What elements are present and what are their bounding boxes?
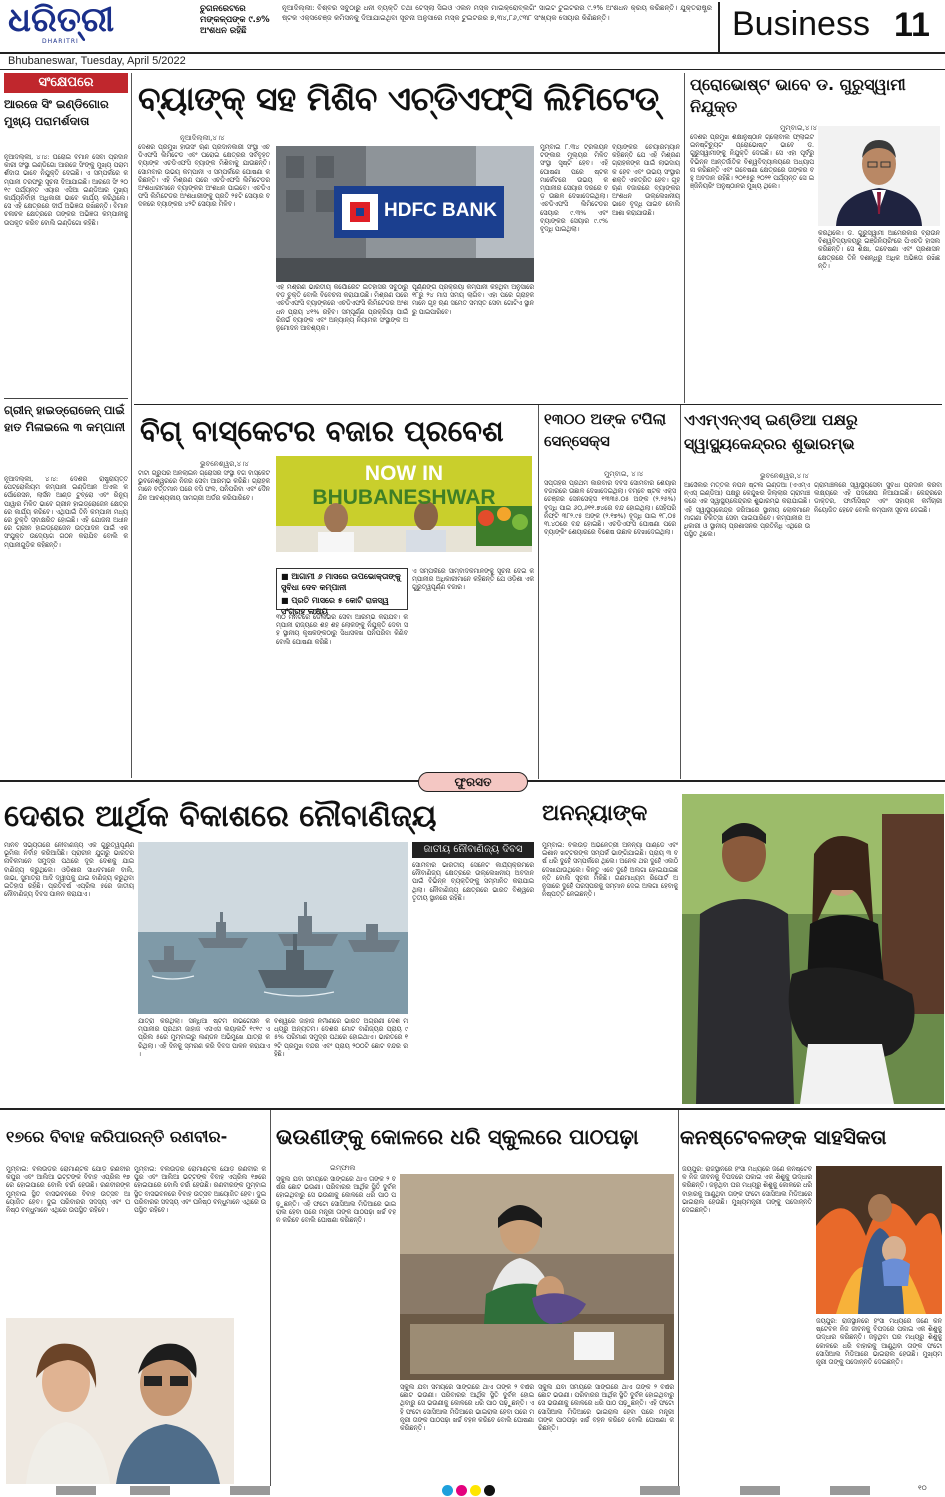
registration-bar-3	[230, 1486, 270, 1495]
registration-dot-cyan	[442, 1485, 453, 1496]
bigbasket-launch-photo	[276, 456, 532, 566]
ticker-body: ନୂଆଦିଲ୍ଲୀ: ବିଶ୍ବର ସବୁଠାରୁ ଧନୀ ବ୍ୟକ୍ତି ତଥା ଟେସ୍ଲା ସିଇଓ ଏଲନ ମସ୍କ ମାଇକ୍ରୋବ୍ଲଗିଂ ସାଇଟ ଟୁଇଟରର ୯.୨% ଅଂଶଧନ କ୍ରୟ କରିଛନ୍ତି। ଯୁକ୍ତରାଷ୍ଟ୍ର ଷ୍ଟକ ଏକ୍ସଚେଞ୍ଜ କମିସନକୁ ଦିଆଯାଇଥିବା ସୂଚନା ଅନୁସାରେ ମସ୍କ ଟୁଇଟରର ୭,୩୪,୮୬,୯୩୮ ସଂଖ୍ୟକ ସେୟାର କିଣିଛନ୍ତି।	[282, 4, 712, 22]
bigbasket-col2: ୩୦ ମିନିଟରେ ଡେଲିଭରି ସେବା ଆରମ୍ଭ କରାଯିବ। କମ୍ପାନୀ ରାଜ୍ୟରେ ଶହ ଶହ ଲୋକଙ୍କୁ ନିଯୁକ୍ତି ଦେବା ସହ ସ୍ଥାନୀୟ କୃଷକଙ୍କଠାରୁ ସିଧାସଳଖ ପନିପରିବା କିଣିବ ବୋଲି ଘୋଷଣା କରିଛି।	[276, 614, 408, 646]
sidebar-column-rule	[131, 73, 132, 778]
bigbasket-col1: ଟାଟା ଗ୍ରୁପର ଅନଲାଇନ ଗ୍ରୋସରି ସଂସ୍ଥା ବିଗ ବାସ୍କେଟ ଭୁବନେଶ୍ୱରରେ ନିଜର ସେବା ଆରମ୍ଭ କରିଛି। ଗ୍ରାହକମାନେ ବର୍ତ୍ତମାନ ଘରେ ବସି ଫଳ, ପନିପରିବା ଏବଂ ଦୈନନ୍ଦିନ ଆବଶ୍ୟକୀୟ ସାମଗ୍ରୀ ଅର୍ଡର କରିପାରିବେ।	[138, 470, 270, 502]
sidebar-story1-headline: ଆରଜେ ସିଂ ଇଣ୍ଡିଗୋର ମୁଖ୍ୟ ପରାମର୍ଶଦାତା	[4, 97, 109, 128]
section-label: Business	[732, 5, 870, 43]
provost-column-rule	[684, 73, 685, 403]
ananya-photo	[682, 794, 944, 1104]
school-body-col3: ସ୍କୁଲ ଯିବା ସମୟରେ ସାଙ୍ଗରେ ଥାଏ ତାଙ୍କ ୨ ବର୍ଷର ଛୋଟ ଭଉଣୀ। ପରିବାରର ଆର୍ଥିକ ସ୍ଥିତି ଦୁର୍ବଳ ହୋଇଥିବାରୁ ସେ ଭଉଣୀକୁ କୋଳରେ ଧରି ପାଠ ପଢ଼ୁଛନ୍ତି। ଏହି ଫଟୋ ସୋସିଆଲ ମିଡିଆରେ ଭାଇରାଲ ହେବା ପରେ ମନ୍ତ୍ରୀ ତାଙ୍କ ପାଠପଢ଼ା ଖର୍ଚ୍ଚ ବହନ କରିବେ ବୋଲି ଘୋଷଣା କରିଛନ୍ତି।	[538, 1384, 674, 1433]
lead-photo-caption: ପୂର୍ଣ୍ଣଙ୍ଗ ପ୍ରକ୍ରିୟା କମ୍ପାନୀ କହିଥିବା ଅନୁସାରେ ୧୮ରୁ ୨୪ ମାସ ସମୟ ଲାଗିବ। ଏହା ପରେ ଗ୍ରାହକମାନେ ଗୃହ ଋଣ ସମେତ ସମସ୍ତ ସେବା ଗୋଟିଏ ସ୍ଥାନରୁ ପାଇପାରିବେ।	[412, 284, 534, 316]
issue-date: Bhubaneswar, Tuesday, April 5/2022	[8, 55, 186, 67]
amns-column-rule	[680, 405, 681, 779]
couple-illustration	[682, 794, 944, 1104]
constable-body-col2: ଜୟପୁର: ରାଜସ୍ଥାନରେ ହିଂସା ମଧ୍ୟରେ ଜଣେ କନଷ୍ଟେବଳ ନିଜ ଜୀବନକୁ ବିପଦରେ ପକାଇ ଏକ ଶିଶୁକୁ ଉଦ୍ଧାର କରିଛନ୍ତି। ଜଳୁଥିବା ଘର ମଧ୍ୟରୁ ଶିଶୁକୁ କୋଳରେ ଧରି ବାହାରକୁ ଆଣୁଥିବା ତାଙ୍କ ଫଟୋ ସୋସିଆଲ ମିଡିଆରେ ଭାଇରାଲ ହେଉଛି। ମୁଖ୍ୟମନ୍ତ୍ରୀ ତାଙ୍କୁ ପଦୋନ୍ନତି ଦେଇଛନ୍ତି।	[816, 1318, 942, 1367]
date-bar	[0, 52, 945, 70]
ananya-headline: ଅନନ୍ୟାଙ୍କ	[542, 801, 648, 826]
registration-bar-5	[740, 1486, 780, 1495]
amns-col2: ଗ୍ରାମାଞ୍ଚଳରେ ସ୍ୱାସ୍ଥ୍ୟସେବା ସୁବିଧା ପ୍ରଦାନ କରିବା ଲକ୍ଷ୍ୟରେ ଏହି ପଦକ୍ଷେପ ନିଆଯାଇଛି। କେନ୍ଦ୍ରରେ ଡାକ୍ତର, ଫାର୍ମାସିଷ୍ଟ ଏବଂ ସହାୟକ କର୍ମଚାରୀ ନିୟୋଜିତ ହେବେ ବୋଲି କମ୍ପାନୀ ସୂଚନା ଦେଇଛି।	[814, 482, 942, 514]
naval-fleet-illustration	[138, 842, 408, 1014]
lead-headline: ବ୍ୟାଙ୍କ୍ ସହ ମିଶିବ ଏଚ୍‌ଡିଏଫ୍‌ସି ଲିମିଟେଡ୍	[138, 79, 659, 118]
constable-photo	[816, 1166, 942, 1314]
registration-bar-6	[830, 1486, 870, 1495]
wedding-photo	[6, 1318, 234, 1484]
constable-headline: କନଷ୍ଟେବଳଙ୍କ ସାହସିକତା	[680, 1125, 887, 1149]
girl-with-sister-illustration	[400, 1174, 674, 1380]
registration-bar-1	[56, 1486, 96, 1495]
registration-dot-black	[484, 1485, 495, 1496]
navy-headline: ଦେଶର ଆର୍ଥିକ ବିକାଶରେ ନୌବାଣିଜ୍ୟ	[4, 799, 437, 834]
constable-rescue-illustration	[816, 1166, 942, 1314]
sensex-column-rule	[538, 405, 539, 779]
fursat-band-label: ଫୁରସତ	[418, 772, 528, 792]
wedding-headline: ୧୭ରେ ବିବାହ କରିପାରନ୍ତି ରଣବୀର-	[6, 1127, 228, 1146]
constable-column-rule	[678, 1110, 679, 1486]
bigbasket-highlights-box	[276, 568, 408, 616]
school-photo	[400, 1174, 674, 1380]
navy-col4: ସୋମବାର ଭାରତୀୟ ସେନେଟ କାର୍ଯ୍ୟକ୍ରମରେ ନୌବାଣିଜ୍ୟ କ୍ଷେତ୍ରରେ ଉଲ୍ଲେଖନୀୟ ଅବଦାନ ପାଇଁ ବିଭିନ୍ନ ବ୍ୟକ୍ତିଙ୍କୁ ସମ୍ମାନିତ କରାଯାଇଥିଲା। ନୌବାଣିଜ୍ୟ କ୍ଷେତ୍ରରେ ଭାରତ ବିଶ୍ୱରେ ତୃତୀୟ ସ୍ଥାନରେ ରହିଛି।	[412, 862, 534, 902]
ranbir-alia-illustration	[6, 1318, 234, 1484]
school-dateline: ଇମ୍ଫାଲ	[330, 1164, 356, 1172]
provost-dateline: ମୁମ୍ବାଇ,୪।୪	[780, 124, 818, 132]
amns-headline: ଏଏମ୍‌ଏନ୍‌ଏସ୍ ଇଣ୍ଡିଆ ପକ୍ଷରୁ ସ୍ୱାସ୍ଥ୍ୟକେନ୍ଦ୍ରର ଶୁଭାରମ୍ଭ	[684, 411, 858, 453]
registration-dot-yellow	[470, 1485, 481, 1496]
registration-bar-2	[130, 1486, 170, 1495]
navy-col1: ମାନବ ସଭ୍ୟତାରେ ନୌବାଣିଜ୍ୟ ଏକ ଗୁରୁତ୍ୱପୂର୍ଣ୍ଣ ଭୂମିକା ନିର୍ବାହ କରିଆସିଛି। ପ୍ରାଚୀନ ଯୁଗରୁ ଭାରତର ନାବିକମାନେ ସମୁଦ୍ର ପଥରେ ଦୂର ଦେଶକୁ ଯାଇ ବାଣିଜ୍ୟ କରୁଥିଲେ। ଓଡ଼ିଶାର ସାଧବମାନେ ବାଲି, ଜାଭା, ସୁମାତ୍ରା ଆଦି ଦ୍ୱୀପକୁ ଯାଇ ବାଣିଜ୍ୟ କରୁଥିବା ଇତିହାସ ରହିଛି। ପ୍ରତିବର୍ଷ ଏପ୍ରିଲ ୫ରେ ଜାତୀୟ ନୌବାଣିଜ୍ୟ ଦିବସ ପାଳନ କରାଯାଏ।	[4, 842, 134, 899]
navy-ships-photo	[138, 842, 408, 1014]
bigbasket-col3: ଏ ସମ୍ପର୍କରେ ସାମ୍ବାଦିକମାନଙ୍କୁ ସୂଚନା ଦେଇ କମ୍ପାନୀର ଅଧିକାରୀମାନେ କହିଛନ୍ତି ଯେ ଓଡ଼ିଶା ଏକ ଗୁରୁତ୍ୱପୂର୍ଣ୍ଣ ବଜାର।	[412, 568, 534, 592]
hdfc-bank-photo	[276, 146, 534, 282]
newspaper-logo: ଧରିତ୍ରୀ	[8, 0, 115, 40]
registration-dot-magenta	[456, 1485, 467, 1496]
lead-col4: ବ୍ୟାଙ୍କର ଚେୟାରମ୍ୟାନ କହିଛନ୍ତି ଯେ ଏହି ମିଶ୍ରଣ ଗ୍ରାହକଙ୍କ ପାଇଁ ଲାଭଦାୟକ ହେବ ଏବଂ ଉଭୟ ସଂସ୍ଥାର ଶକ୍ତି ଏକତ୍ରିତ ହେବ। ଗୃହ ଋଣ ବଜାରରେ ବ୍ୟାଙ୍କର ଅଂଶଧନ ଉଲ୍ଲେଖନୀୟ ଭାବେ ବୃଦ୍ଧି ପାଇବ ବୋଲି ଆଶା କରାଯାଉଛି।	[612, 144, 680, 217]
registration-bar-4	[640, 1486, 680, 1495]
footer-page-mark: ୧୦	[918, 1484, 927, 1492]
ticker-headline: ଚୁଗନରେଟରେ ମଙ୍କଳ୍ପଙ୍କ ୯.୭% ଅଂଶଧନ ରହିଛି	[200, 4, 270, 36]
lead-col1: ଦେଶର ପ୍ରମୁଖ ହାଉସିଂ ଋଣ ପ୍ରଦାନକାରୀ ସଂସ୍ଥା ଏଚଡିଏଫସି ଲିମିଟେଡ ଏବଂ ଘରୋଇ କ୍ଷେତ୍ରର ସର୍ବବୃହତ ବ୍ୟାଙ୍କ ଏଚଡିଏଫସି ବ୍ୟାଙ୍କ ମିଶିବାକୁ ଯାଉଛନ୍ତି। ସୋମବାର ଉଭୟ କମ୍ପାନୀ ଏ ସମ୍ପର୍କରେ ଘୋଷଣା କରିଛନ୍ତି। ଏହି ମିଶ୍ରଣ ପରେ ଏଚଡିଏଫସି ଲିମିଟେଡର ଅଂଶଧାରୀମାନେ ବ୍ୟାଙ୍କର ଅଂଶଧନ ପାଇବେ। ଏଚଡିଏଫସି ଲିମିଟେଡର ଅଂଶଧାରୀଙ୍କୁ ପ୍ରତି ୨୫ଟି ସେୟାର ବଦଳରେ ବ୍ୟାଙ୍କର ୪୨ଟି ସେୟାର ମିଳିବ।	[138, 144, 270, 209]
school-body-col2: ସ୍କୁଲ ଯିବା ସମୟରେ ସାଙ୍ଗରେ ଥାଏ ତାଙ୍କ ୨ ବର୍ଷର ଛୋଟ ଭଉଣୀ। ପରିବାରର ଆର୍ଥିକ ସ୍ଥିତି ଦୁର୍ବଳ ହୋଇଥିବାରୁ ସେ ଭଉଣୀକୁ କୋଳରେ ଧରି ପାଠ ପଢ଼ୁଛନ୍ତି। ଏହି ଫଟୋ ସୋସିଆଲ ମିଡିଆରେ ଭାଇରାଲ ହେବା ପରେ ମନ୍ତ୍ରୀ ତାଙ୍କ ପାଠପଢ଼ା ଖର୍ଚ୍ଚ ବହନ କରିବେ ବୋଲି ଘୋଷଣା କରିଛନ୍ତି।	[400, 1384, 534, 1433]
sidebar-divider	[4, 398, 128, 399]
bigbasket-headline: ବିଗ୍ ବାସ୍କେଟର ବଜାର ପ୍ରବେଶ	[140, 414, 504, 448]
school-headline: ଭଉଣୀଙ୍କୁ କୋଳରେ ଧରି ସ୍କୁଲରେ ପାଠପଢ଼ା	[276, 1125, 639, 1149]
banner-bhubaneshwar: BHUBANESHWAR	[312, 486, 496, 509]
amns-col1: ଆର୍ସେଲର ମିତ୍ତଲ ନିପନ ଷ୍ଟିଲ ଇଣ୍ଡିଆ (ଏଏମ୍‌ଏନ୍‌ଏସ୍ ଇଣ୍ଡିଆ) ପକ୍ଷରୁ କେନ୍ଦୁଝର ଜିଲ୍ଲାର ଗ୍ରାମାଞ୍ଚଳରେ ଏକ ସ୍ୱାସ୍ଥ୍ୟକେନ୍ଦ୍ରର ଶୁଭାରମ୍ଭ କରାଯାଇଛି। ଏହି ସ୍ୱାସ୍ଥ୍ୟକେନ୍ଦ୍ର ଜରିଆରେ ସ୍ଥାନୀୟ ଲୋକମାନେ ମାଗଣା ଚିକିତ୍ସା ସେବା ପାଇପାରିବେ। କମ୍ପାନୀର ଅଧିକାରୀ ଓ ସ୍ଥାନୀୟ ପ୍ରଶାସନର ପ୍ରତିନିଧି ଏଥିରେ ଉପସ୍ଥିତ ଥିଲେ।	[684, 482, 810, 539]
lead-dateline: ନୂଆଦିଲ୍ଲୀ,୪।୪	[180, 134, 225, 142]
sensex-dateline: ମୁମ୍ବାଇ, ୪।୪	[604, 470, 644, 478]
sensex-body: ସପ୍ତାହର ପ୍ରଥମ କାରବାର ଦିବସ ସୋମବାର ଶେୟାର ବଜାରରେ ଉଛାଳ ଦେଖାଦେଇଥିଲା। ବମ୍ବେ ଷ୍ଟକ ଏକ୍ସଚେଞ୍ଜର ସେନସେକ୍ସ ୧୩୩୫.୦୫ ଅଙ୍କ (୨.୨୫%) ବୃଦ୍ଧି ପାଇ ୬୦,୬୧୧.୭୪ରେ ବନ୍ଦ ହୋଇଥିଲା। ସେହିପରି ନିଫ୍ଟି ୩୮୨.୯୫ ଅଙ୍କ (୨.୧୭%) ବୃଦ୍ଧି ପାଇ ୧୮,୦୫୩.୪୦ରେ ବନ୍ଦ ହୋଇଛି। ଏଚଡିଏଫସି ଘୋଷଣା ପରେ ବ୍ୟାଙ୍କିଂ ଶେୟାରରେ ବିଶେଷ ଉଛାଳ ଦେଖାଦେଇଥିଲା।	[544, 480, 676, 537]
navy-col3: ବିଶ୍ୱରେ ଜାହାଜ ନିର୍ମାଣରେ ଭାରତ ଅଗ୍ରଣୀ ଦେଶ ମଧ୍ୟରୁ ଅନ୍ୟତମ। ଦେଶର ମୋଟ ବାଣିଜ୍ୟର ପ୍ରାୟ ୯୫% ପରିମାଣ ସମୁଦ୍ର ପଥରେ ହୋଇଥାଏ। ଭାରତରେ ୧୨ଟି ପ୍ରମୁଖ ବନ୍ଦର ଏବଂ ପ୍ରାୟ ୨୦୦ଟି ଛୋଟ ବନ୍ଦର ରହିଛି।	[274, 1018, 408, 1058]
highlight-item-2: ■ ପ୍ରତି ମାସରେ ୫ କୋଟି ରାଜସ୍ୱ ସଂଗ୍ରହ ଲକ୍ଷ୍ୟ	[281, 596, 389, 616]
lead-col2: ଏହି ମିଶ୍ରଣ ଭାରତୀୟ କର୍ପୋରେଟ ଇତିହାସର ସବୁଠାରୁ ବଡ଼ ଚୁକ୍ତି ବୋଲି ବିବେଚନା କରାଯାଉଛି। ମିଶ୍ରଣ ପରେ ଏଚଡିଏଫସି ବ୍ୟାଙ୍କରେ ଏଚଡିଏଫସି ଲିମିଟେଡର ଅଂଶଧନ ପ୍ରାୟ ୪୧% ରହିବ। ସମ୍ପୂର୍ଣ୍ଣ ପ୍ରକ୍ରିୟା ପାଇଁ ରିଜର୍ଭ ବ୍ୟାଙ୍କ ଏବଂ ଅନ୍ୟାନ୍ୟ ନିୟାମକ ସଂସ୍ଥାଙ୍କ ଅନୁମୋଦନ ଆବଶ୍ୟକ।	[276, 284, 408, 333]
banner-now-in: NOW IN	[364, 462, 444, 485]
bottom-row-rule	[0, 1108, 945, 1110]
page-number: 11	[894, 6, 930, 44]
bigbasket-dateline: ଭୁବନେଶ୍ୱର,୪।୪	[200, 460, 249, 468]
sidebar-story2-headline: ଗ୍ରୀନ୍ ହାଇଡ୍ରୋଜେନ୍ ପାଇଁ ହାତ ମିଳାଇଲେ ୩ କମ୍ପାନୀ	[4, 403, 126, 434]
school-body-col1: ସ୍କୁଲ ଯିବା ସମୟରେ ସାଙ୍ଗରେ ଥାଏ ତାଙ୍କ ୨ ବର୍ଷର ଛୋଟ ଭଉଣୀ। ପରିବାରର ଆର୍ଥିକ ସ୍ଥିତି ଦୁର୍ବଳ ହୋଇଥିବାରୁ ସେ ଭଉଣୀକୁ କୋଳରେ ଧରି ପାଠ ପଢ଼ୁଛନ୍ତି। ଏହି ଫଟୋ ସୋସିଆଲ ମିଡିଆରେ ଭାଇରାଲ ହେବା ପରେ ମନ୍ତ୍ରୀ ତାଙ୍କ ପାଠପଢ଼ା ଖର୍ଚ୍ଚ ବହନ କରିବେ ବୋଲି ଘୋଷଣା କରିଛନ୍ତି।	[276, 1176, 396, 1225]
provost-portrait	[818, 126, 940, 226]
wedding-body-col2: ମୁମ୍ବାଇ: ବଲିଉଡ଼ର ରୋମାଣ୍ଟିକ ଯୋଡ଼ି ରଣବୀର କପୁର ଏବଂ ଆଲିଆ ଭଟ୍ଟଙ୍କ ବିବାହ ଏପ୍ରିଲ ୧୭ରେ ହୋଇପାରେ ବୋଲି ଚର୍ଚ୍ଚା ହେଉଛି। ରଣବୀରଙ୍କ ମୁମ୍ବାଇ ସ୍ଥିତ ବାସଭବନରେ ବିବାହ ଉତ୍ସବ ଆୟୋଜିତ ହେବ। ଦୁଇ ପରିବାରର ସଦସ୍ୟ ଏବଂ ଘନିଷ୍ଠ ବନ୍ଧୁମାନେ ଏଥିରେ ଉପସ୍ଥିତ ରହିବେ।	[134, 1166, 266, 1215]
school-column-rule	[270, 1110, 271, 1486]
navy-col2: ଯାତ୍ରା କରିଥିଲା। ସିନ୍ଧିଆ ଷ୍ଟିମ ନାଭିଗେସନ କମ୍ପାନୀର ପ୍ରଥମ ଜାହାଜ ଏସଏସ ଲୟାଲଟି ୧୯୧୯ ଏପ୍ରିଲ ୫ରେ ମୁମ୍ବାଇରୁ ଲଣ୍ଡନ ଅଭିମୁଖେ ଯାତ୍ରା କରିଥିଲା। ଏହି ଦିନକୁ ସ୍ମରଣ କରି ଦିବସ ପାଳନ କରାଯାଏ।	[138, 1018, 270, 1058]
sensex-headline: ୧୩୦୦ ଅଙ୍କ ଟପିଲା ସେନ୍‌ସେକ୍ସ	[544, 410, 667, 450]
hdfc-sign-text: HDFC BANK	[384, 200, 497, 221]
provost-col1: ଦେଶର ପ୍ରମୁଖ ଶିକ୍ଷାନୁଷ୍ଠାନ ଗ୍ଲୋବାଲ ଫ୍ଲାଇଟ ଇନଷ୍ଟିଚ୍ୟୁଟ ପ୍ରୋଭୋଷ୍ଟ ଭାବେ ଡ. ଗୁରୁସ୍ୱାମୀଙ୍କୁ ନିଯୁକ୍ତି ଦେଇଛି। ସେ ଏହା ପୂର୍ବରୁ ବିଭିନ୍ନ ଆନ୍ତର୍ଜାତିକ ବିଶ୍ୱବିଦ୍ୟାଳୟରେ ଅଧ୍ୟାପନା କରିଛନ୍ତି ଏବଂ ଗବେଷଣା କ୍ଷେତ୍ରରେ ତାଙ୍କର ବହୁ ଅବଦାନ ରହିଛି। ୨୦୧୫ରୁ ୨୦୨୧ ପର୍ଯ୍ୟନ୍ତ ସେ ଇଞ୍ଜିନିୟରିଂ ଅନୁଷ୍ଠାନର ମୁଖ୍ୟ ଥିଲେ।	[690, 134, 814, 191]
masthead-divider	[718, 2, 720, 52]
amns-dateline: ଭୁବନେଶ୍ୱର,୪।୪	[760, 472, 809, 480]
lead-col3: ମୁମ୍ବାଇ ୮.୩୪ ଟ୍ରିଲିୟନ ଟଙ୍କାର ମୂଲ୍ୟର ମିଳିତ ସଂସ୍ଥା ସୃଷ୍ଟି ହେବ। ଏହି ଘୋଷଣା ପରେ ଷ୍ଟକ ମାର୍କେଟରେ ଉଭୟ କମ୍ପାନୀର ସେୟାର ଦରରେ ବଡ଼ ଉଛାଳ ଦେଖାଦେଇଥିଲା। ଏଚଡିଏଫସି ଲିମିଟେଡର ସେୟାର ୯.୩% ଏବଂ ବ୍ୟାଙ୍କର ସେୟାର ୯.୯% ବୃଦ୍ଧି ପାଇଥିଲା।	[540, 144, 608, 234]
provost-col2: କରିଥିଲେ। ଡ. ଗୁରୁସ୍ୱାମୀ ଆମେରିକାର ବ୍ରାଉନ ବିଶ୍ୱବିଦ୍ୟାଳୟରୁ ଇଞ୍ଜିନିୟରିଂରେ ପିଏଚଡି ହାସଲ କରିଛନ୍ତି। ସେ ଶିକ୍ଷା, ଗବେଷଣା ଏବଂ ପ୍ରଶାସନ କ୍ଷେତ୍ରରେ ତିନି ଦଶନ୍ଧିରୁ ଅଧିକ ଅଭିଜ୍ଞତା ରଖିଛନ୍ତି।	[818, 230, 940, 270]
newspaper-logo-sub: DHARITRI	[42, 38, 79, 45]
sidebar-story2-body: ନୂଆଦିଲ୍ଲୀ, ୪।୪: ଦେଶର ରାଷ୍ଟ୍ରାୟତ୍ତ ପେଟ୍ରୋଲିୟମ କମ୍ପାନୀ ଇଣ୍ଡିଆନ ଅଏଲ କର୍ପୋରେସନ, ଲାର୍ସନ ଆଣ୍ଡ ଟୁବ୍ରୋ ଏବଂ ରିନ୍ୟୁ ପାୱାର ମିଳିତ ଭାବେ ଗ୍ରୀନ ହାଇଡ୍ରୋଜେନ କ୍ଷେତ୍ରରେ କାର୍ଯ୍ୟ କରିବେ। ଏଥିପାଇଁ ତିନି କମ୍ପାନୀ ମଧ୍ୟରେ ଚୁକ୍ତି ସ୍ବାକ୍ଷରିତ ହୋଇଛି। ଏହି ଯୋଜନା ଅଧୀନରେ ଗ୍ରୀନ ହାଇଡ୍ରୋଜେନ ଉତ୍ପାଦନ ପାଇଁ ଏକ ସଂଯୁକ୍ତ ଉଦ୍ୟୋଗ ଗଠନ କରାଯିବ ବୋଲି କମ୍ପାନୀଗୁଡ଼ିକ କହିଛନ୍ତି।	[4, 476, 128, 549]
sidebar-label: ସଂକ୍ଷେପରେ	[4, 73, 128, 93]
constable-body-col1: ଜୟପୁର: ରାଜସ୍ଥାନରେ ହିଂସା ମଧ୍ୟରେ ଜଣେ କନଷ୍ଟେବଳ ନିଜ ଜୀବନକୁ ବିପଦରେ ପକାଇ ଏକ ଶିଶୁକୁ ଉଦ୍ଧାର କରିଛନ୍ତି। ଜଳୁଥିବା ଘର ମଧ୍ୟରୁ ଶିଶୁକୁ କୋଳରେ ଧରି ବାହାରକୁ ଆଣୁଥିବା ତାଙ୍କ ଫଟୋ ସୋସିଆଲ ମିଡିଆରେ ଭାଇରାଲ ହେଉଛି। ମୁଖ୍ୟମନ୍ତ୍ରୀ ତାଙ୍କୁ ପଦୋନ୍ନତି ଦେଇଛନ୍ତି।	[682, 1166, 812, 1215]
ananya-body: ମୁମ୍ବାଇ: ବଲିଉଡ଼ ଅଭିନେତ୍ରୀ ଅନନ୍ୟା ପାଣ୍ଡେ ଏବଂ ଇଶାନ ଖଟ୍ଟରଙ୍କ ସମ୍ପର୍କ ଭାଙ୍ଗିଯାଇଛି। ପ୍ରାୟ ୩ ବର୍ଷ ଧରି ଦୁହେଁ ସମ୍ପର୍କରେ ଥିଲେ। ଅନେକ ଥର ଦୁହେଁ ଏକାଠି ଦେଖାଯାଉଥିଲେ। କିନ୍ତୁ ଏବେ ଦୁହେଁ ଅଲଗା ହୋଇଯାଇଛନ୍ତି ବୋଲି ସୂଚନା ମିଳିଛି। ଗଣମାଧ୍ୟମ ରିପୋର୍ଟ ଅନୁସାରେ ଦୁହେଁ ପରସ୍ପରକୁ ସମ୍ମାନ ଦେଇ ଅଲଗା ହେବାକୁ ନିଷ୍ପତ୍ତି ନେଇଛନ୍ତି।	[542, 842, 678, 899]
highlight-item-1: ■ ଆଗାମୀ ୬ ମାସରେ ଉପଭୋକ୍ତାଙ୍କୁ ସୁବିଧା ଦେବ କମ୍ପାନୀ	[281, 572, 401, 592]
provost-headline: ପ୍ରୋଭୋଷ୍ଟ ଭାବେ ଡ. ଗୁରୁସ୍ୱାମୀ ନିଯୁକ୍ତ	[690, 75, 906, 116]
sidebar-story1-body: ନୂଆଦିଲ୍ଲୀ, ୪।୪: ଘରୋଇ ବିମାନ ସେବା ପ୍ରଦାନକାରୀ ସଂସ୍ଥା ଇଣ୍ଡିଗୋ ଆରଜେ ସିଂଙ୍କୁ ମୁଖ୍ୟ ପରାମର୍ଶଦାତା ଭାବେ ନିଯୁକ୍ତି ଦେଇଛି। ଏ ସମ୍ପର୍କରେ କମ୍ପାନୀ ତରଫରୁ ସୂଚନା ଦିଆଯାଇଛି। ଆରଜେ ସିଂ ୨୦୧୯ ପର୍ଯ୍ୟନ୍ତ ଏୟାର ଏସିଆ ଇଣ୍ଡିଆର ମୁଖ୍ୟ କାର୍ଯ୍ୟନିର୍ବାହୀ ଅଧିକାରୀ ଭାବେ କାର୍ଯ୍ୟ କରିଥିଲେ। ସେ ଏହି କ୍ଷେତ୍ରରେ ଦୀର୍ଘ ଅଭିଜ୍ଞତା ରଖିଛନ୍ତି। ବିମାନ ଚଳାଚଳ କ୍ଷେତ୍ରରେ ତାଙ୍କର ଅଭିଜ୍ଞତା କମ୍ପାନୀକୁ ଉପକୃତ କରିବ ବୋଲି ଇଣ୍ଡିଗୋ କହିଛି।	[4, 154, 128, 227]
navy-day-tag: ଜାତୀୟ ନୌବାଣିଜ୍ୟ ଦିବସ	[412, 842, 534, 858]
portrait-illustration	[818, 126, 940, 226]
wedding-body-col1: ମୁମ୍ବାଇ: ବଲିଉଡ଼ର ରୋମାଣ୍ଟିକ ଯୋଡ଼ି ରଣବୀର କପୁର ଏବଂ ଆଲିଆ ଭଟ୍ଟଙ୍କ ବିବାହ ଏପ୍ରିଲ ୧୭ରେ ହୋଇପାରେ ବୋଲି ଚର୍ଚ୍ଚା ହେଉଛି। ରଣବୀରଙ୍କ ମୁମ୍ବାଇ ସ୍ଥିତ ବାସଭବନରେ ବିବାହ ଉତ୍ସବ ଆୟୋଜିତ ହେବ। ଦୁଇ ପରିବାରର ସଦସ୍ୟ ଏବଂ ଘନିଷ୍ଠ ବନ୍ଧୁମାନେ ଏଥିରେ ଉପସ୍ଥିତ ରହିବେ।	[6, 1166, 130, 1215]
